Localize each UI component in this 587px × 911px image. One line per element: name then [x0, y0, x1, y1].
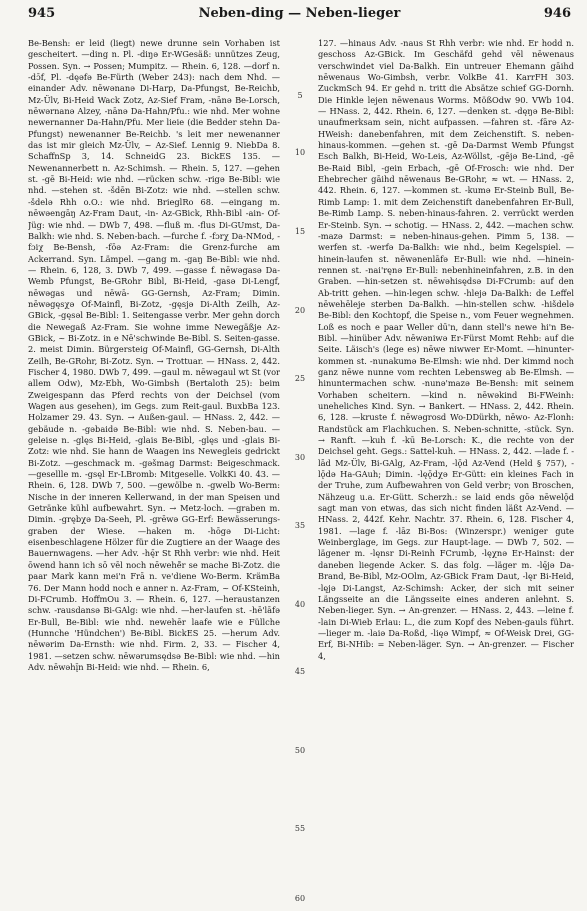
line-number: 60 — [294, 894, 306, 903]
line-number: 55 — [294, 824, 306, 833]
line-number: 25 — [294, 374, 306, 383]
page-number-right: 946 — [543, 6, 571, 21]
line-number: 30 — [294, 453, 306, 462]
left-column — [28, 38, 280, 905]
line-number: 5 — [297, 91, 303, 100]
page-number-left: 945 — [28, 6, 56, 21]
line-number: 40 — [294, 600, 306, 609]
left-column-text: Be-Bensh: er leid (liegt) newe drunne sein Vorhaben ist gescheitert. —ding n. Pl. -diŋə Er-WGesäß: unnützes Zeug, Possen. Syn. → Possen; Mumpitz. — Rhein. 6, 128. —dorf n. -dɔ̄f, Pl. -dęəfə Be-Fürth (Weber 243): nach dem Nhd. —einander Adv. nēwənanə Di-Harp, Da-Pfungst, Be-Reichb, Mz-Ülv, Bi-Heid Wack Zotz, Az-Sief Fram, -nānə Be-Lorsch, nēwərnanə Alzey, -nānə Da-Hahn/Pfu.: wie nhd. Mer wohne newernanner Da-Hahn/Pfu. Mer lieie (die Bedder stehn Da-Pfungst) newenanner Be-Reichb. 's leit mer newenanner das ist mir gleich Mz-Ülv, ~ Az-Sief. Lennig 9. NiebDa 8. SchaffnSp 3, 14. SchneidG 23. BickES 135. — Newenannerbett n. Az-Schimsh. — Rhein. 5, 127. —gehen st. -gē Bi-Heid: wie nhd. —rücken schw. -rigə Be-Bibl: wie nhd. —stehen st. -šdēn Bi-Zotz: wie nhd. —stellen schw. -šdelə Rhh o.O.: wie nhd. BrieglRo 68. —eingang m. nēwəengāŋ Az-Fram Daut, -in- Az-GBick, Rhh-Bibl -ain- Of-Jüg: wie nhd. — DWb 7, 498. —fluß m. -flus Di-GUmst, Da-Balkh: wie nhd. S. Neben-bach. —furche f. -fɔrχ Da-NMod, -fɔiχ Be-Bensh, -fōə Az-Fram: die Grenz-furche am Ackerrand. Syn. Lämpel. —gang m. -gaŋ Be-Bibl: wie nhd. — Rhein. 6, 128, 3. DWb 7, 499. —gasse f. nēwəgasə Da-Wemb Pfungst, Be-GRohr Bibl, Bi-Heid, -gasə Di-Lengf, nēwəgas und nēwā- GG-Gernsh, Az-Fram; Dimin. nēwəgęsχə Of-Mainfl, Bi-Zotz, -gęsjə Di-Alth Zeilh, Az-GBick, -gęsəl Be-Bibl: 1. Seitengasse verbr. Mer gehn dorch die Newegaß Az-Fram. Sie wohne imme Newegäßje Az-GBick, ~ Bi-Zotz. in e Nē'schwinde Be-Bibl. S. Seiten-gasse. 2. meist Dimin. Bürgersteig Of-Mainfl, GG-Gernsh, Di-Alth Zeilh, Be-GRohr, Bi-Zotz. Syn. → Trottuar. — HNass. 2, 442. Fischer 4, 1980. DWb 7, 499. —gaul m. nēwəgaul wt St (vor allem Odw), Mz-Ebh, Wo-Gimbsh (Bertaloth 25): beim Zweigespann das Pferd rechts von der Deichsel (vom Wagen aus gesehen), im Gegs. zum Reit-gaul. BuxbBa 123. Holzamer 29. 43. Syn. → Außen-gaul. — HNass. 2, 442. —gebäude n. -gəbaidə Be-Bibl: wie nhd. S. Neben-bau. —geleise n. -glęs Bi-Heid, -glais Be-Bibl, -glęs und -glais Bi-Zotz: wie nhd. Sie hann de Waagen ins Newegleis gedrickt Bi-Zotz. —geschmack m. -gəšmag Darmst: Beigeschmack. —gesellle m. -gsęl Er-LBromb: Mitgeselle. VolkKi 40. 43. — Rhein. 6, 128. DWb 7, 500. —gewölbe n. -gwelb Wo-Berm: Nische in der inneren Kellerwand, in der man Speisen und Getränke kühl aufbewahrt. Syn. → Metz-loch. —graben m. Dimin. -grębχə Da-Seeh, Pl. -grēwə GG-Erf: Bewässerungs-graben der Wiese. —haken m. -hōgə Di-Licht: eisenbeschlagene Hölzer für die Zugtiere an der Waage des Bauernwagens. —her Adv. -hę̄r St Rhh verbr: wie nhd. Heit ōwend hann ich sō vēl noch nēwehē̃r se mache Bi-Zotz. die paar Mark kann mei'n Frā n. ve'diene Wo-Berm. KrämBa 76. Der Mann hodd noch e anner n. Az-Fram, ~ Of-KSteinh, Di-FCrumb. HoffmOu 3. — Rhein. 6, 127. —heraustanzen schw. -rausdansə Bi-GAlg: wie nhd. —her-laufen st. -hē'lāfə Er-Bull, Be-Bibl: wie nhd. newehēr laafe wie e Füllche (Hunnche 'Hündchen') Be-Bibl. BickES 25. —herum Adv. nēwərim Da-Ernsth: wie nhd. Firm. 2, 33. — Fischer 4, 1981. —setzen schw. nēwərumsędsə Be-Bibl: wie nhd. —hin Adv. nēwəhį̄n Bi-Heid: wie nhd. — Rhein. 6, — [28, 38, 280, 672]
line-number: 20 — [294, 306, 306, 315]
running-header — [28, 6, 571, 28]
right-column — [318, 38, 574, 905]
line-number: 15 — [294, 227, 306, 236]
line-number: 10 — [294, 148, 306, 157]
line-number-gutter — [291, 38, 309, 905]
line-number: 35 — [294, 521, 306, 530]
running-title: Neben-ding — Neben-lieger — [198, 6, 401, 21]
line-number: 50 — [294, 746, 306, 755]
right-column-text: 127. —hinaus Adv. -naus St Rhh verbr: wie nhd. Er hodd n. geschoss Az-GBick. Im Geschäfd gehd vēl nēwenaus verschwindet viel Da-Balkh. Ein untreuer Ehemann gāihd nēwenaus Wo-Gimbsh, verbr. VolkBe 41. KarrFH 303. ZuckmSch 94. Er gehd n. tritt die Absätze schief GG-Dornh. Die Hinkle lejen nēwenaus Worms. MößOdw 90. VWb 104. — HNass. 2, 442. Rhein. 6, 127. —denken st. -dęŋə Be-Bibl: unaufmerksam sein, nicht aufpassen. —fahren st. -fārə Az-HWeish: danebenfahren, mit dem Zeichenstift. S. neben-hinaus-kommen. —gehen st. -gē Da-Darmst Wemb Pfungst Esch Balkh, Bi-Heid, Wo-Leis, Az-Wöllst, -gējə Be-Lind, -gē Be-Raid Bibl, -gein Erbach, -gē Of-Frosch: wie nhd. Der Ehebrecher gāihd nēwenaus Be-GRohr, ≈ wt. — HNass. 2, 442. Rhein. 6, 127. —kommen st. -kumə Er-Steinb Bull, Be-Rimb Lamp: 1. mit dem Zeichenstift danebenfahren Er-Bull, Be-Rimb Lamp. S. neben-hinaus-fahren. 2. verrückt werden Er-Steinb. Syn. → schotig. — HNass. 2, 442. —machen schw. -mazə Darmst: = neben-hinaus-gehen. Pimm 5, 138. —werfen st. -werfə Da-Balkh: wie nhd., beim Kegelspiel. —hinein-laufen st. nēwənenlāfə Er-Bull: wie nhd. —hinein-rennen st. -nai'ręnə Er-Bull: nebenhineinfahren, z.B. in den Graben. —hin-setzen st. nēwəhisędsə Di-FCrumb: auf den Ab-tritt gehen. —hin-legen schw. -hlejə Da-Balkh: de Leffel nēwehēleje sterben Da-Balkh. —hin-stellen schw. -hišdelə Be-Bibl: den Kochtopf, die Speise n., vom Feuer wegnehmen. Loß es noch e paar Weller dū'n, dann stell's newe hi'n Be-Bibl. —hinüber Adv. nēwəniwə Er-Fürst Momt Rehb: auf die Seite. Läisch's (lege es) nēwe niwwer Er-Momt. —hinunter-kommen st. -nunakumə Be-Elmsh: wie nhd. Der kimmd noch ganz nēwe nunne vom rechten Lebensweg ab Be-Elmsh. —hinuntermachen schw. -nunə'mazə Be-Bensh: mit seinem Vorhaben scheitern. —kind n. nēwəkind Bi-FWeinh: uneheliches Kind. Syn. → Bankert. — HNass. 2, 442. Rhein. 6, 128. —kruste f. nēwəgrosd Wo-DDürkh, nēwo- Az-Flonh: Randstück am Flachkuchen. S. Neben-schnitte, -stück. Syn. → Ranft. —kuh f. -kū Be-Lorsch: K., die rechte von der Deichsel geht. Gegs.: Sattel-kuh. — HNass. 2, 442. —lade f. -lād Mz-Ülv, Bi-GAlg, Az-Fram, -lǭd Az-Vend (Held § 757), -lǭdə Ha-GAuh; Dimin. -lęǭdχə Er-Gütt: ein kleines Fach in der Truhe, zum Aufbewahren von Geld verbr; von Broschen, Nähzeug u.a. Er-Gütt. Scherzh.: se laid ends gōə nēwelǭd sagt man von etwas, das sich nicht finden läßt Az-Vend. — HNass. 2, 442f. Kehr. Nachtr. 37. Rhein. 6, 128. Fischer 4, 1981. —lage f. -lāz Bi-Bos: (Winzerspr.) weniger gute Weinberglage, im Gegs. zur Haupt-lage. — DWb 7, 502. —lägener m. -lęnsr Di-Reinh FCrumb, -lęχnə Er-Hainst: der daneben liegende Acker. S. das folg. —läger m. -lę̄jə Da-Brand, Be-Bibl, Mz-OOlm, Az-GBick Fram Daut, -lęr Bi-Heid, -lęjə Di-Langst, Az-Schimsh: Acker, der sich mit seiner Längsseite an die Längsseite eines anderen anlehnt. S. Neben-lieger. Syn. → An-grenzer. — HNass. 2, 443. —leine f. -lain Di-Wieb Erlau: L., die zum Kopf des Neben-gauls führt. —lieger m. -laiə Da-Roßd, -lięə Wimpf, ≈ Of-Weisk Drei, GG-Erf, Bi-NHib: = Neben-läger. Syn. → An-grenzer. — Fischer 4, — [318, 38, 574, 661]
line-number: 45 — [294, 667, 306, 676]
